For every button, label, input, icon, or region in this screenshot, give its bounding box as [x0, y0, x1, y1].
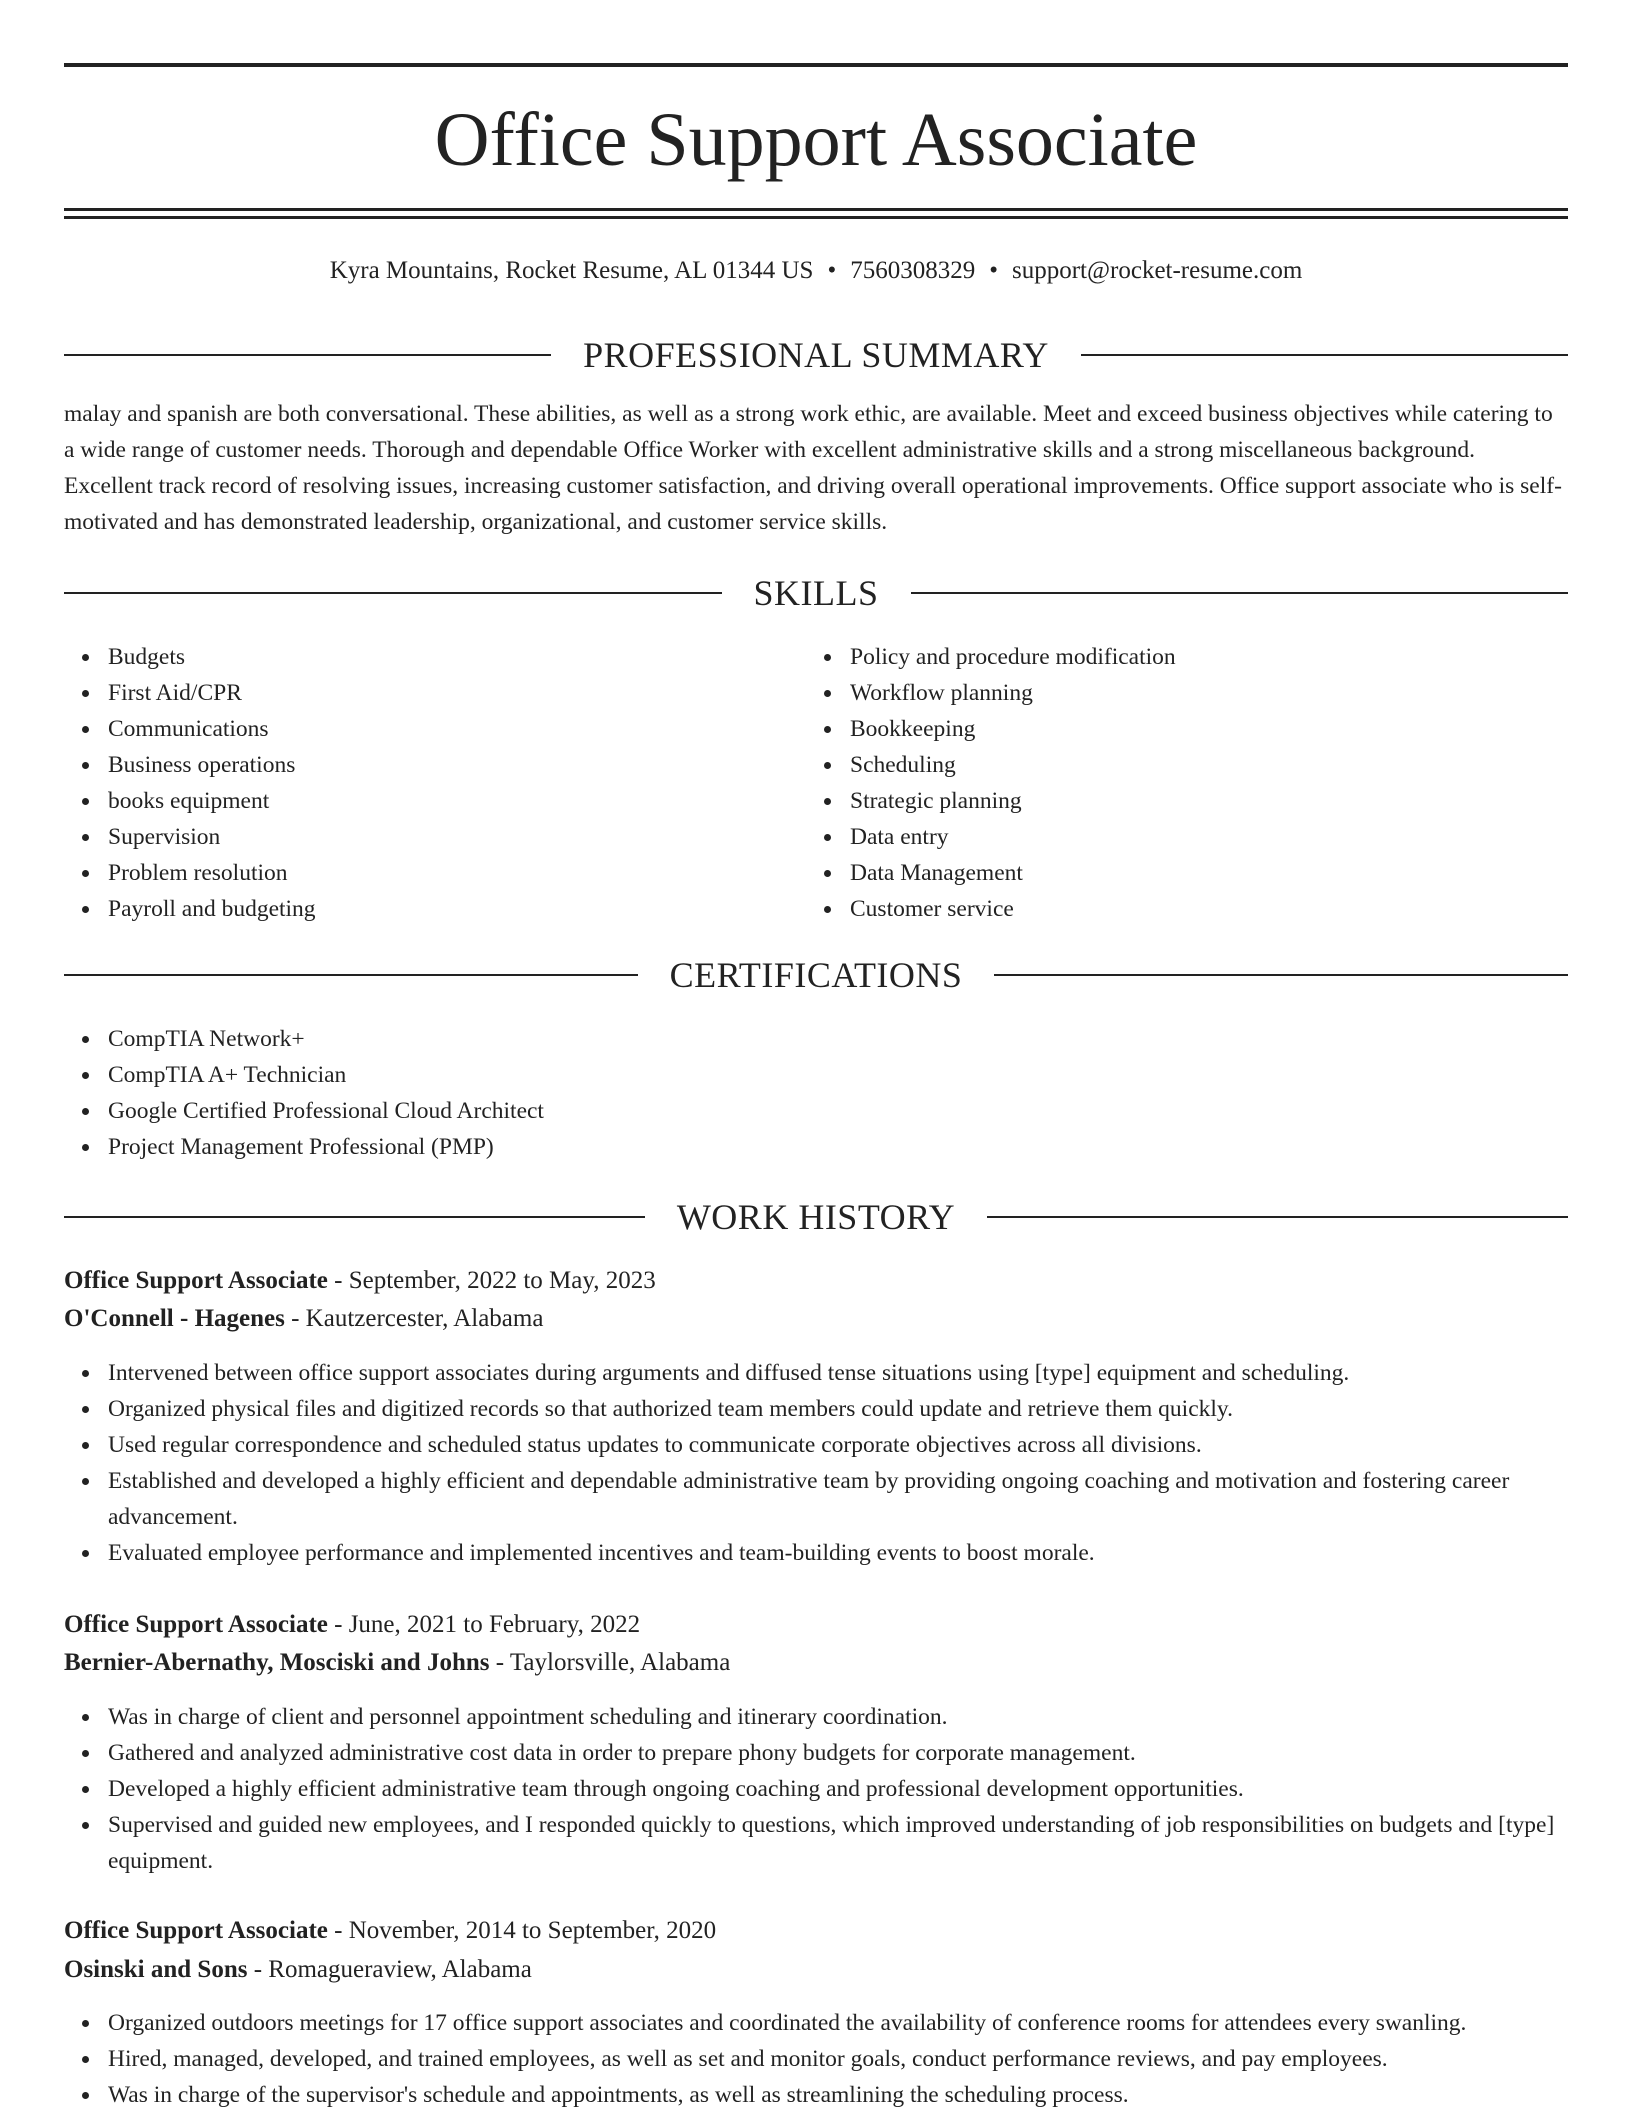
skills-list-right — [806, 639, 1550, 927]
skill-item: Business operations — [108, 747, 808, 783]
job-bullet: Intervened between office support associates during arguments and diffused tense situations using [type] equipment and scheduling. — [108, 1355, 1568, 1391]
job-bullet: Evaluated employee performance and implemented incentives and team-building events to boost morale. — [108, 1535, 1568, 1571]
job-dates: - November, 2014 to September, 2020 — [327, 1917, 717, 1944]
skills-list-left — [64, 639, 808, 927]
job-bullet: Developed a highly efficient administrative team through ongoing coaching and professional development opportunities. — [108, 1771, 1568, 1807]
skill-item: Bookkeeping — [850, 711, 1550, 747]
skill-item: Policy and procedure modification — [850, 639, 1550, 675]
job-company: Bernier-Abernathy, Mosciski and Johns — [64, 1649, 490, 1676]
section-heading-skills — [64, 571, 1568, 615]
job-title-line — [64, 1606, 1568, 1644]
job-bullet: Was in charge of the supervisor's schedule and appointments, as well as streamlining the scheduling process. — [108, 2077, 1568, 2113]
title-rule-lower — [64, 216, 1568, 219]
job-bullets — [64, 2005, 1568, 2113]
summary-text: malay and spanish are both conversational. These abilities, as well as a strong work ethic, are available. Meet and exceed business objectives while catering to a wide range of customer needs. Thorough and dependable Office Worker with excellent administrative skills and a strong miscellaneous background. Excellent track record of resolving issues, increasing customer satisfaction, and driving overall operational improvements. Office support associate who is self-motivated and has demonstrated leadership, organizational, and customer service skills. — [64, 401, 1562, 535]
skill-item: Budgets — [108, 639, 808, 675]
job-company-line — [64, 1951, 1568, 1989]
skill-item: Problem resolution — [108, 855, 808, 891]
skill-item: Customer service — [850, 891, 1550, 927]
section-heading-work-history — [64, 1195, 1568, 1239]
skill-item: First Aid/CPR — [108, 675, 808, 711]
title-rule-upper — [64, 208, 1568, 211]
job-bullets — [64, 1355, 1568, 1571]
job-title: Office Support Associate — [64, 1917, 328, 1944]
job-location: - Kautzercester, Alabama — [284, 1305, 544, 1332]
skill-item: Supervision — [108, 819, 808, 855]
section-title: SKILLS — [753, 573, 879, 613]
skill-item: Data Management — [850, 855, 1550, 891]
job-location: - Taylorsville, Alabama — [489, 1649, 731, 1676]
certification-item: CompTIA A+ Technician — [108, 1057, 1568, 1093]
section-title: WORK HISTORY — [676, 1197, 956, 1237]
job-bullet: Used regular correspondence and scheduled status updates to communicate corporate objectives across all divisions. — [108, 1427, 1568, 1463]
resume-title: Office Support Associate — [434, 98, 1198, 182]
contact-phone: 7560308329 — [850, 257, 976, 284]
section-title: CERTIFICATIONS — [669, 955, 963, 995]
certification-item: Project Management Professional (PMP) — [108, 1129, 1568, 1165]
contact-separator: • — [989, 257, 998, 284]
divider — [987, 1216, 1568, 1218]
job-company: O'Connell - Hagenes — [64, 1305, 285, 1332]
skill-item: books equipment — [108, 783, 808, 819]
job-title: Office Support Associate — [64, 1267, 328, 1294]
job-location: - Romagueraview, Alabama — [247, 1956, 532, 1983]
job-bullet: Organized physical files and digitized records so that authorized team members could update and retrieve them quickly. — [108, 1391, 1568, 1427]
job-bullets — [64, 1699, 1568, 1879]
section-heading-summary — [64, 333, 1568, 377]
job-company-line — [64, 1300, 1568, 1338]
divider — [994, 974, 1568, 976]
job-bullet: Gathered and analyzed administrative cost data in order to prepare phony budgets for corporate management. — [108, 1735, 1568, 1771]
contact-line — [64, 254, 1568, 288]
certification-item: Google Certified Professional Cloud Architect — [108, 1093, 1568, 1129]
job-dates: - June, 2021 to February, 2022 — [327, 1611, 641, 1638]
job-company-line — [64, 1644, 1568, 1682]
skill-item: Data entry — [850, 819, 1550, 855]
job-bullet: Hired, managed, developed, and trained employees, as well as set and monitor goals, conduct performance reviews, and pay employees. — [108, 2041, 1568, 2077]
skill-item: Scheduling — [850, 747, 1550, 783]
divider — [64, 974, 638, 976]
job-bullet: Supervised and guided new employees, and I responded quickly to questions, which improved understanding of job responsibilities on budgets and [type] equipment. — [108, 1807, 1568, 1879]
divider — [64, 1216, 645, 1218]
divider — [911, 592, 1569, 594]
job-company: Osinski and Sons — [64, 1956, 248, 1983]
job-dates: - September, 2022 to May, 2023 — [327, 1267, 656, 1294]
job-bullet: Was in charge of client and personnel appointment scheduling and itinerary coordination. — [108, 1699, 1568, 1735]
section-title: PROFESSIONAL SUMMARY — [583, 335, 1049, 375]
divider — [64, 592, 722, 594]
contact-separator: • — [827, 257, 837, 284]
divider — [1081, 354, 1568, 356]
top-rule — [64, 63, 1568, 67]
certification-item: CompTIA Network+ — [108, 1021, 1568, 1057]
divider — [64, 354, 551, 356]
job-bullet: Organized outdoors meetings for 17 office support associates and coordinated the availability of conference rooms for attendees every swanling. — [108, 2005, 1568, 2041]
certifications-list — [64, 1021, 1568, 1165]
skill-item: Communications — [108, 711, 808, 747]
job-title-line — [64, 1262, 1568, 1300]
skill-item: Payroll and budgeting — [108, 891, 808, 927]
job-title-line — [64, 1912, 1568, 1950]
contact-email: support@rocket-resume.com — [1012, 257, 1303, 284]
section-heading-certifications — [64, 953, 1568, 997]
contact-address: Kyra Mountains, Rocket Resume, AL 01344 US — [329, 257, 814, 284]
job-title: Office Support Associate — [64, 1611, 328, 1638]
skill-item: Workflow planning — [850, 675, 1550, 711]
skill-item: Strategic planning — [850, 783, 1550, 819]
job-bullet: Established and developed a highly efficient and dependable administrative team by providing ongoing coaching and motivation and fostering career advancement. — [108, 1463, 1568, 1535]
